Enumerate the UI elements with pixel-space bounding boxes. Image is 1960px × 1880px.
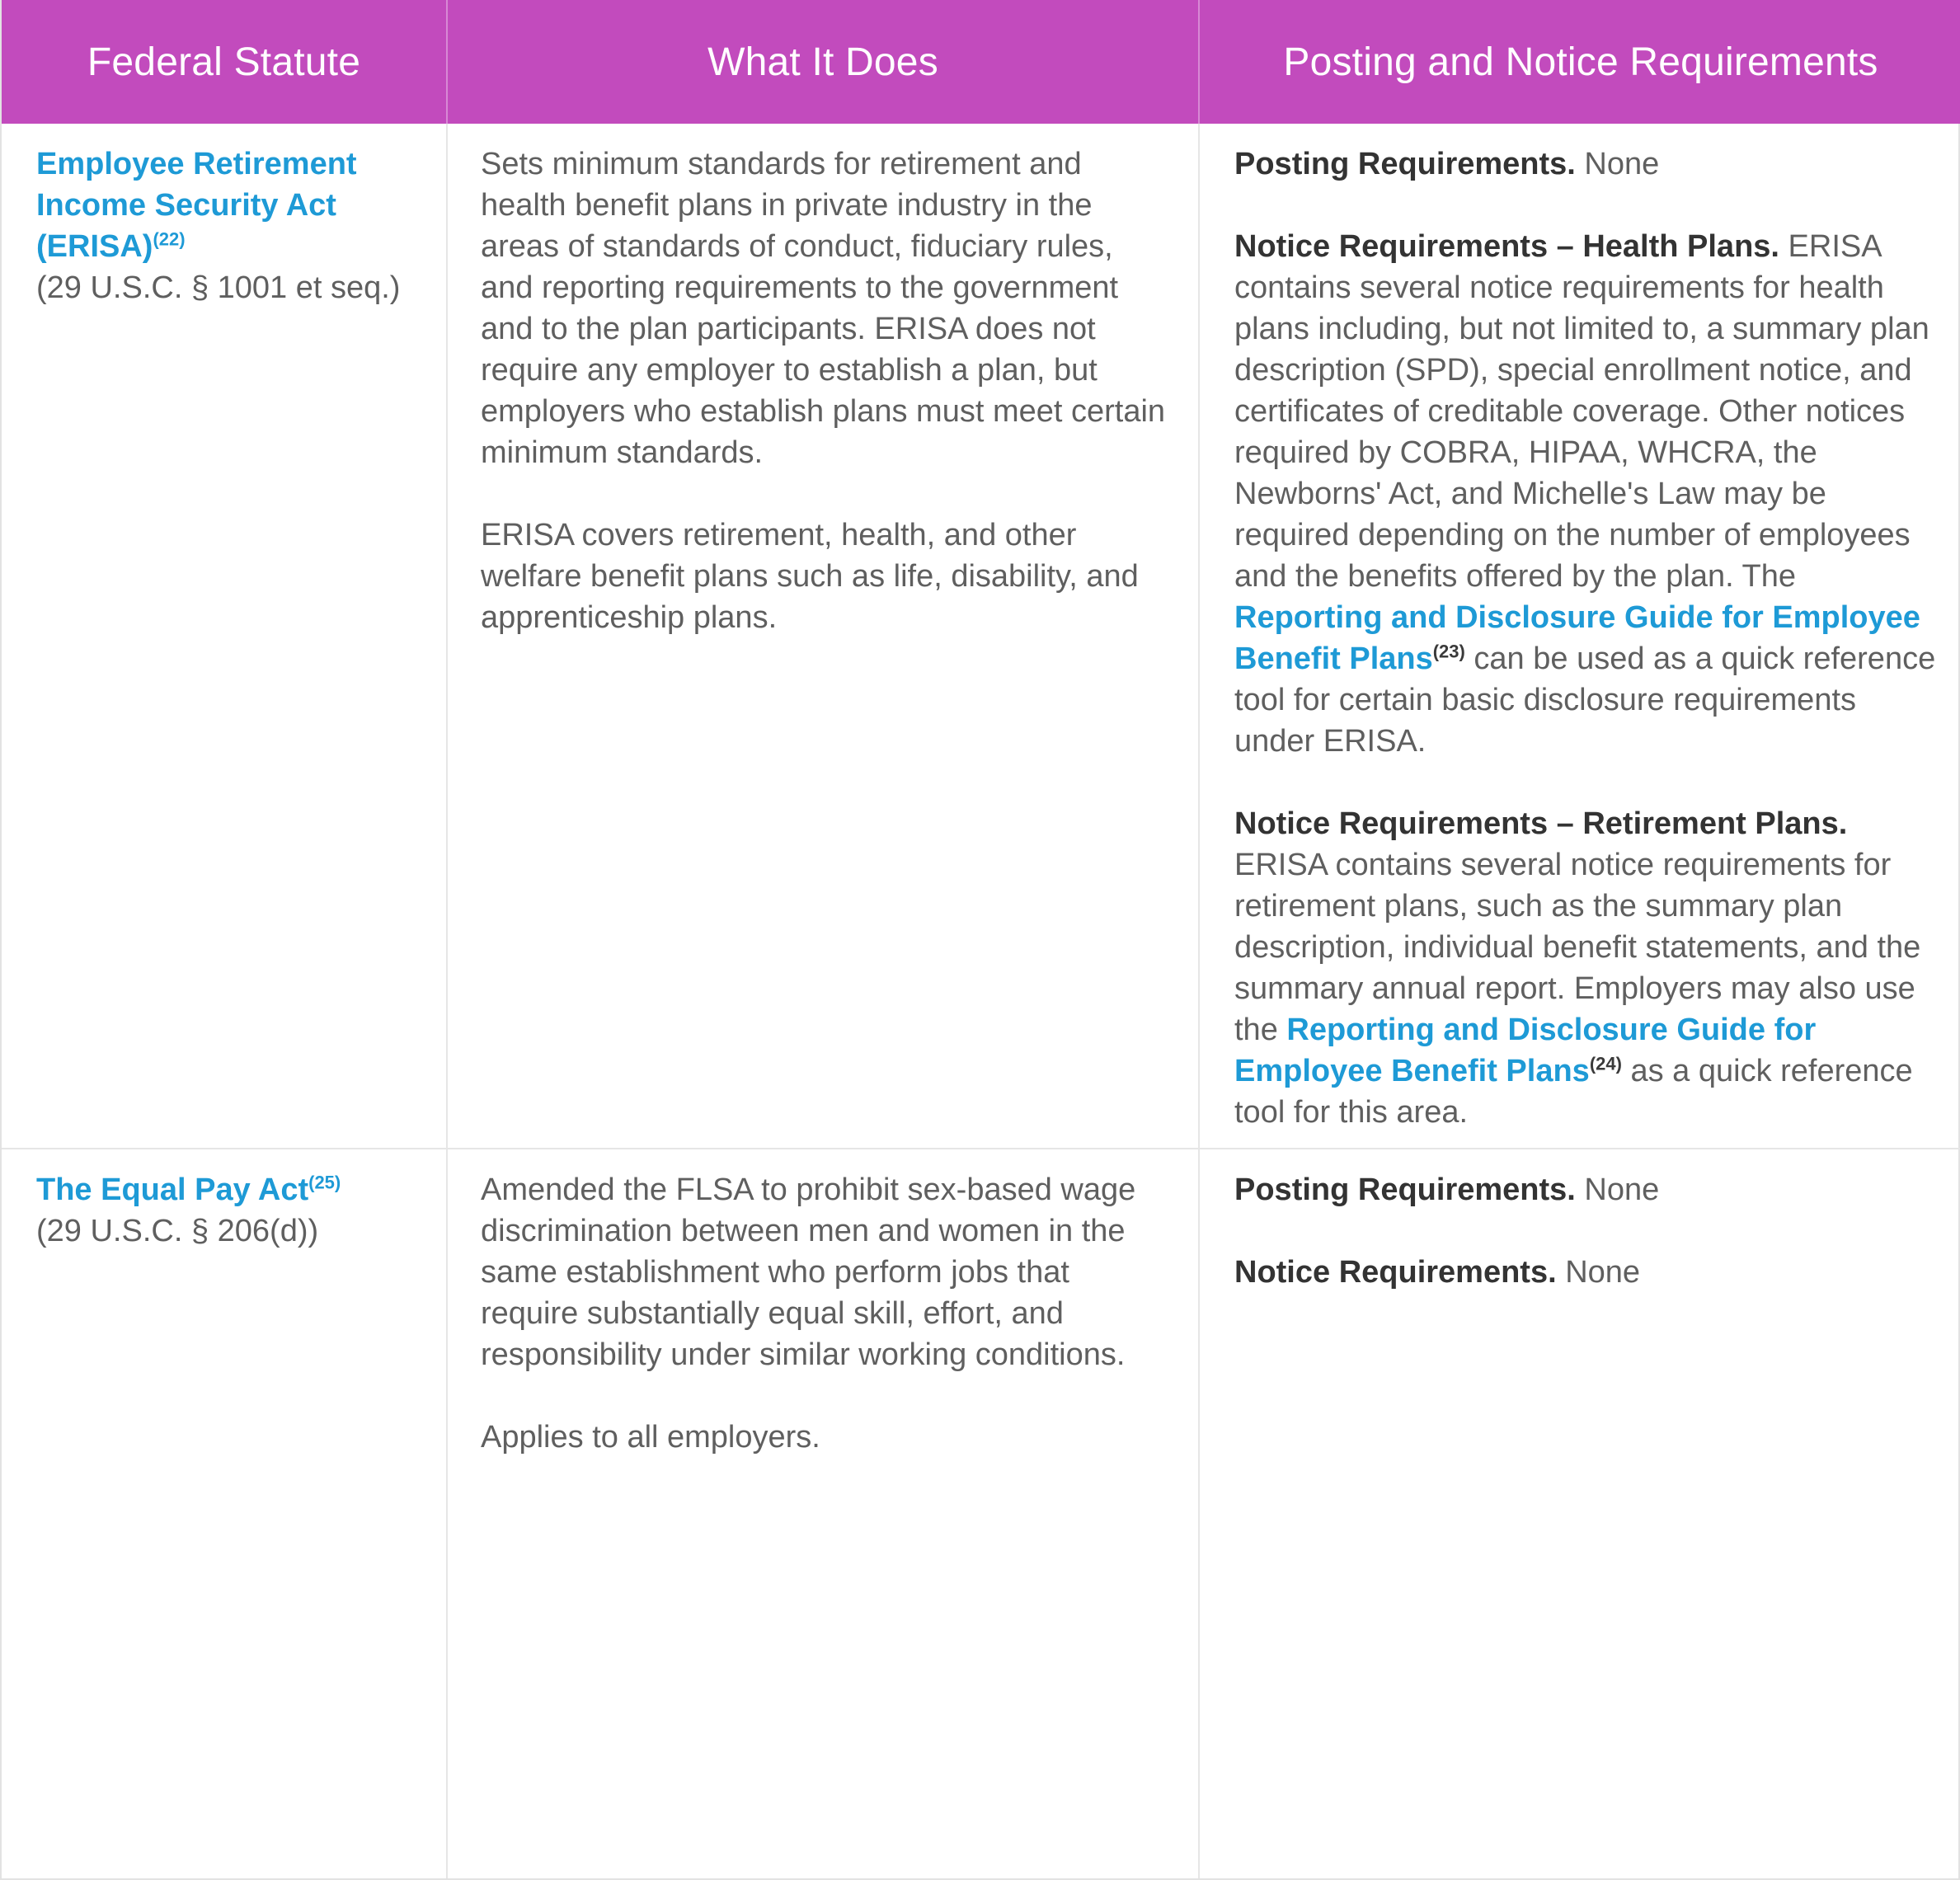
table-row [2,1149,1960,1878]
posting-value: None [1575,147,1660,181]
notice-value: None [1556,1255,1641,1290]
notice-label: Notice Requirements. [1234,1255,1557,1290]
posting-label: Posting Requirements. [1234,1173,1576,1207]
description-cell [448,124,1200,1148]
header-posting-notice: Posting and Notice Requirements [1283,40,1878,84]
table-header [2,0,1960,124]
retirement-text-end: as a quick reference tool for this area. [1234,1054,1913,1130]
description-paragraph: Applies to all employers. [481,1420,820,1455]
notice-requirements [1234,1252,1937,1293]
posting-label: Posting Requirements. [1234,147,1576,181]
statute-cell [2,124,448,1148]
header-federal-statute: Federal Statute [2,0,448,124]
statute-link-erisa[interactable] [36,147,357,264]
link-text: Reporting and Disclosure Guide for Employee Benefit Plans [1234,1013,1817,1088]
posting-requirements [1234,1169,1937,1210]
posting-value: None [1575,1173,1660,1207]
description-paragraph: Sets minimum standards for retirement and health benefit plans in private industry in the areas of standards of conduct, fiduciary rules, and reporting requirements to the government and to the plan participants. ERISA does not require any employer to establish a plan, but employers who establish plans must meet certain minimum standards. [481,147,1166,470]
statute-link-equal-pay-act[interactable] [36,1173,341,1207]
statute-citation: (29 U.S.C. § 1001 et seq.) [36,270,401,305]
header-what-it-does: What It Does [448,0,1200,124]
notice-health-plans [1234,226,1937,762]
statute-citation: (29 U.S.C. § 206(d)) [36,1214,319,1248]
description-paragraph: Amended the FLSA to prohibit sex-based wage discrimination between men and women in the same establishment who perform jobs that require substantially equal skill, effort, and responsibility under similar working conditions. [481,1173,1136,1372]
footnote-ref: (23) [1432,641,1465,662]
table-row [2,124,1960,1149]
posting-requirements [1234,143,1937,185]
health-text: ERISA contains several notice requirements for health plans including, but not limited to, a summary plan description (SPD), special enrollment notice, and certificates of creditable coverage. Other notices required by COBRA, HIPAA, WHCRA, the Newborns' Act, and Michelle's Law may be required depending on the number of employees and the benefits offered by the plan. The [1234,229,1929,594]
requirements-cell [1200,124,1960,1148]
requirements-cell [1200,1149,1960,1878]
statute-cell [2,1149,448,1878]
footnote-ref: (25) [308,1172,341,1193]
retirement-label: Notice Requirements – Retirement Plans. [1234,806,1848,841]
health-text-end: can be used as a quick reference tool for certain basic disclosure requirements under ERISA. [1234,642,1936,759]
link-text: Reporting and Disclosure Guide for Employee Benefit Plans [1234,600,1920,676]
description-paragraph: ERISA covers retirement, health, and other welfare benefit plans such as life, disability, and apprenticeship plans. [481,518,1139,635]
description-cell [448,1149,1200,1878]
statute-name: The Equal Pay Act [36,1173,309,1207]
health-label: Notice Requirements – Health Plans. [1234,229,1779,264]
retirement-text: ERISA contains several notice requirements for retirement plans, such as the summary plan description, individual benefit statements, and the summary annual report. Employers may also use the [1234,848,1921,1047]
statute-name: Employee Retirement Income Security Act (ERISA) [36,147,357,264]
footnote-ref: (24) [1589,1053,1622,1074]
notice-retirement-plans [1234,803,1937,1133]
footnote-ref: (22) [153,228,186,250]
